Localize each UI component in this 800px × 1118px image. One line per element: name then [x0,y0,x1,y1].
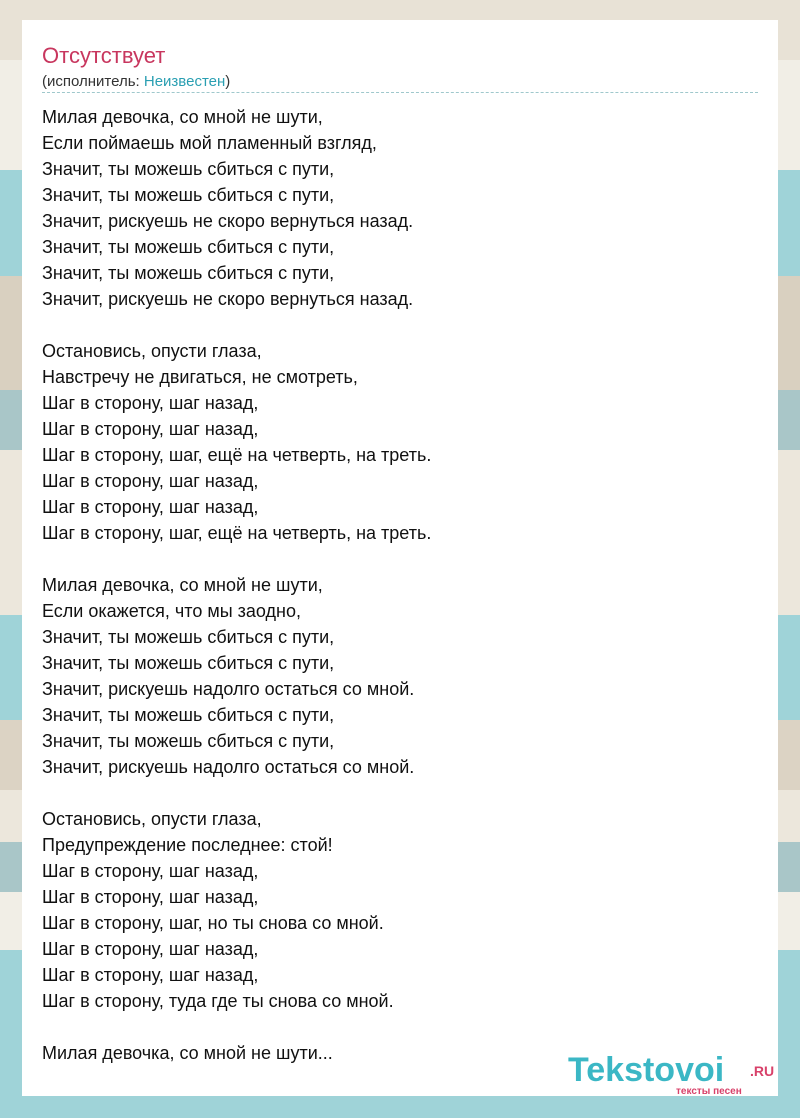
lyric-line: Если поймаешь мой пламенный взгляд, [42,133,377,153]
lyric-line: Значит, ты можешь сбиться с пути, [42,263,335,283]
lyric-line: Значит, ты можешь сбиться с пути, [42,653,335,673]
divider [42,92,758,93]
lyric-line: Шаг в сторону, шаг назад, [42,965,259,985]
lyric-line: Предупреждение последнее: стой! [42,835,333,855]
lyric-line: Значит, рискуешь не скоро вернуться назад. [42,211,414,231]
lyric-line: Значит, ты можешь сбиться с пути, [42,627,335,647]
lyric-line: Значит, ты можешь сбиться с пути, [42,731,335,751]
lyric-line: Значит, рискуешь надолго остаться со мной. [42,679,415,699]
stanza-break [42,780,758,806]
performer-prefix: (исполнитель: [42,73,144,90]
lyric-line: Шаг в сторону, шаг назад, [42,471,259,491]
lyric-line: Остановись, опусти глаза, [42,341,262,361]
lyric-line: Шаг в сторону, шаг назад, [42,861,259,881]
stanza-break [42,312,758,338]
lyric-line: Остановись, опусти глаза, [42,809,262,829]
lyric-line: Шаг в сторону, туда где ты снова со мной. [42,991,394,1011]
lyric-line: Значит, рискуешь не скоро вернуться назад. [42,289,414,309]
lyric-line: Значит, ты можешь сбиться с пути, [42,237,335,257]
stanza-break [42,1014,758,1040]
song-title: Отсутствует [42,43,166,68]
lyric-line: Навстречу не двигаться, не смотреть, [42,367,358,387]
lyric-line: Значит, рискуешь надолго остаться со мной. [42,757,415,777]
logo-tld: .RU [750,1063,775,1079]
performer-line [42,73,230,91]
lyric-line: Милая девочка, со мной не шути, [42,575,323,595]
lyric-line: Шаг в сторону, шаг назад, [42,887,259,907]
lyric-line: Шаг в сторону, шаг назад, [42,497,259,517]
lyric-line: Шаг в сторону, шаг, но ты снова со мной. [42,913,384,933]
logo-tagline: тексты песен [676,1086,742,1097]
site-logo[interactable] [568,1050,775,1097]
lyric-line: Шаг в сторону, шаг назад, [42,393,259,413]
lyric-line: Шаг в сторону, шаг назад, [42,419,259,439]
performer-name-link[interactable]: Неизвестен [143,73,226,90]
lyric-line: Шаг в сторону, шаг, ещё на четверть, на треть. [42,523,432,543]
lyric-line: Если окажется, что мы заодно, [42,601,301,621]
lyric-line: Значит, ты можешь сбиться с пути, [42,705,335,725]
lyric-line: Значит, ты можешь сбиться с пути, [42,185,335,205]
lyric-line: Милая девочка, со мной не шути, [42,107,323,127]
lyric-line: Милая девочка, со мной не шути... [42,1043,333,1063]
lyrics-text [42,104,758,1066]
lyric-line: Шаг в сторону, шаг назад, [42,939,259,959]
lyric-line: Шаг в сторону, шаг, ещё на четверть, на треть. [42,445,432,465]
performer-suffix: ) [225,73,231,90]
lyric-line: Значит, ты можешь сбиться с пути, [42,159,335,179]
stanza-break [42,546,758,572]
lyrics-card [22,20,778,1096]
logo-wordmark: Tekstovoi [568,1051,725,1089]
